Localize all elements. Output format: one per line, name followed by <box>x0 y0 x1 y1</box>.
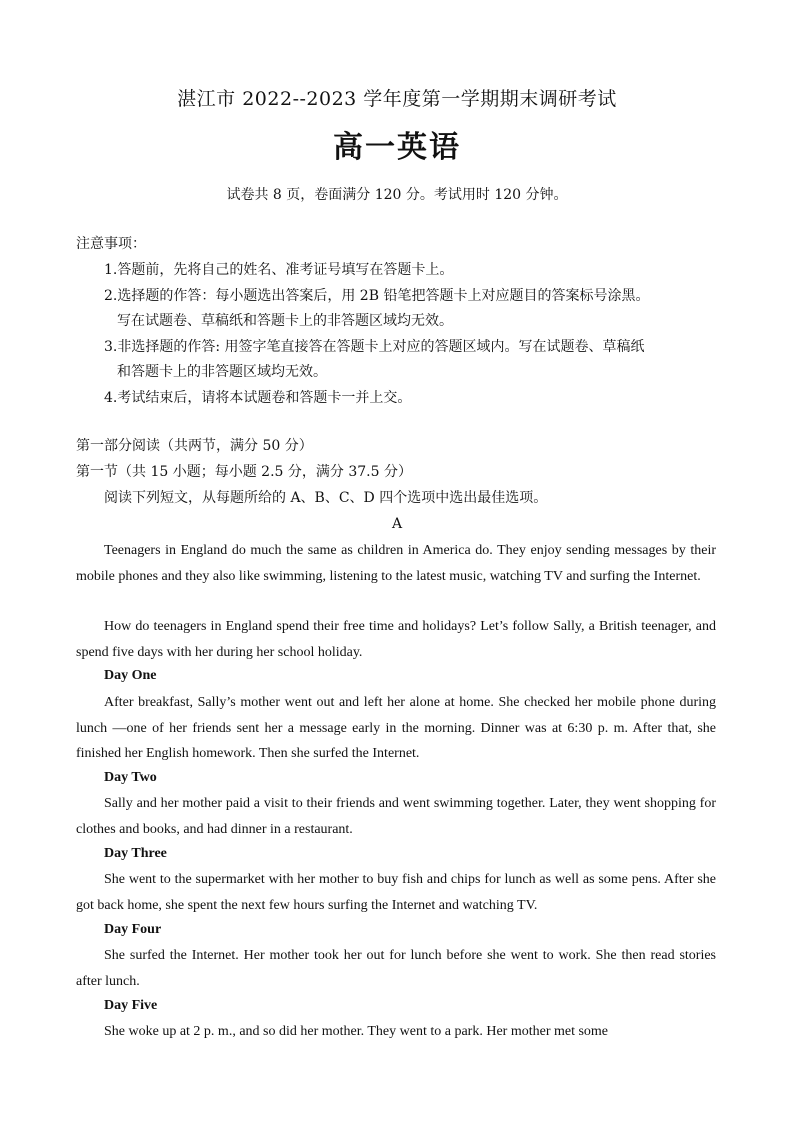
day-heading: Day One <box>104 668 157 683</box>
day-paragraph: She went to the supermarket with her mother to buy fish and chips for lunch as well as some pens. After she got back home, she spent the next few hours surfing the Internet and watching TV. <box>76 872 716 913</box>
day-heading: Day Five <box>104 998 158 1013</box>
part-heading: 第一部分阅读（共两节，满分 50 分） <box>76 438 313 454</box>
notice-item-3: 3.非选择题的作答: 用签字笔直接答在答题卡上对应的答题区域内。写在试题卷、草稿纸 <box>104 339 645 355</box>
day-paragraph: After breakfast, Sally’s mother went out and left her alone at home. She checked her mobile phone during lunch —one of her friends sent her a message early in the morning. Dinner was at 6:30 p. m. After that, she finished her English homework. Then she surfed the Internet. <box>76 695 716 761</box>
day-paragraph: Sally and her mother paid a visit to their friends and went swimming together. Later, they went shopping for clothes and books, and had dinner in a restaurant. <box>76 796 716 837</box>
notice-item-3-continued: 和答题卡上的非答题区域均无效。 <box>117 364 327 380</box>
directions: 阅读下列短文，从每题所给的 A、B、C、D 四个选项中选出最佳选项。 <box>104 490 548 506</box>
notice-heading: 注意事项： <box>76 236 146 252</box>
day-paragraph: She woke up at 2 p. m., and so did her mother. They went to a park. Her mother met some <box>104 1024 609 1039</box>
passage-paragraph: How do teenagers in England spend their free time and holidays? Let’s follow Sally, a British teenager, and spend five days with her during her school holiday. <box>76 619 716 660</box>
notice-item-2-continued: 写在试题卷、草稿纸和答题卡上的非答题区域均无效。 <box>117 313 453 329</box>
day-paragraph: She surfed the Internet. Her mother took her out for lunch before she went to work. She then read stories after lunch. <box>76 948 716 989</box>
section-heading: 第一节（共 15 小题；每小题 2.5 分，满分 37.5 分） <box>76 464 412 480</box>
day-heading: Day Three <box>104 846 167 861</box>
passage-paragraph: Teenagers in England do much the same as children in America do. They enjoy sending messages by their mobile phones and they also like swimming, listening to the latest music, watching TV and surfing the Internet. <box>76 543 716 584</box>
notice-item-1: 1.答题前，先将自己的姓名、准考证号填写在答题卡上。 <box>104 262 454 278</box>
day-heading: Day Four <box>104 922 162 937</box>
exam-title: 湛江市 2022--2023 学年度第一学期期末调研考试 <box>177 88 617 110</box>
day-heading: Day Two <box>104 770 157 785</box>
passage-label: A <box>391 516 403 532</box>
subject-title: 高一英语 <box>333 130 461 165</box>
notice-item-2: 2.选择题的作答：每小题选出答案后，用 2B 铅笔把答题卡上对应题目的答案标号涂黑。 <box>104 288 650 304</box>
notice-item-4: 4.考试结束后，请将本试题卷和答题卡一并上交。 <box>104 390 412 406</box>
exam-info: 试卷共 8 页，卷面满分 120 分。考试用时 120 分钟。 <box>226 187 568 203</box>
